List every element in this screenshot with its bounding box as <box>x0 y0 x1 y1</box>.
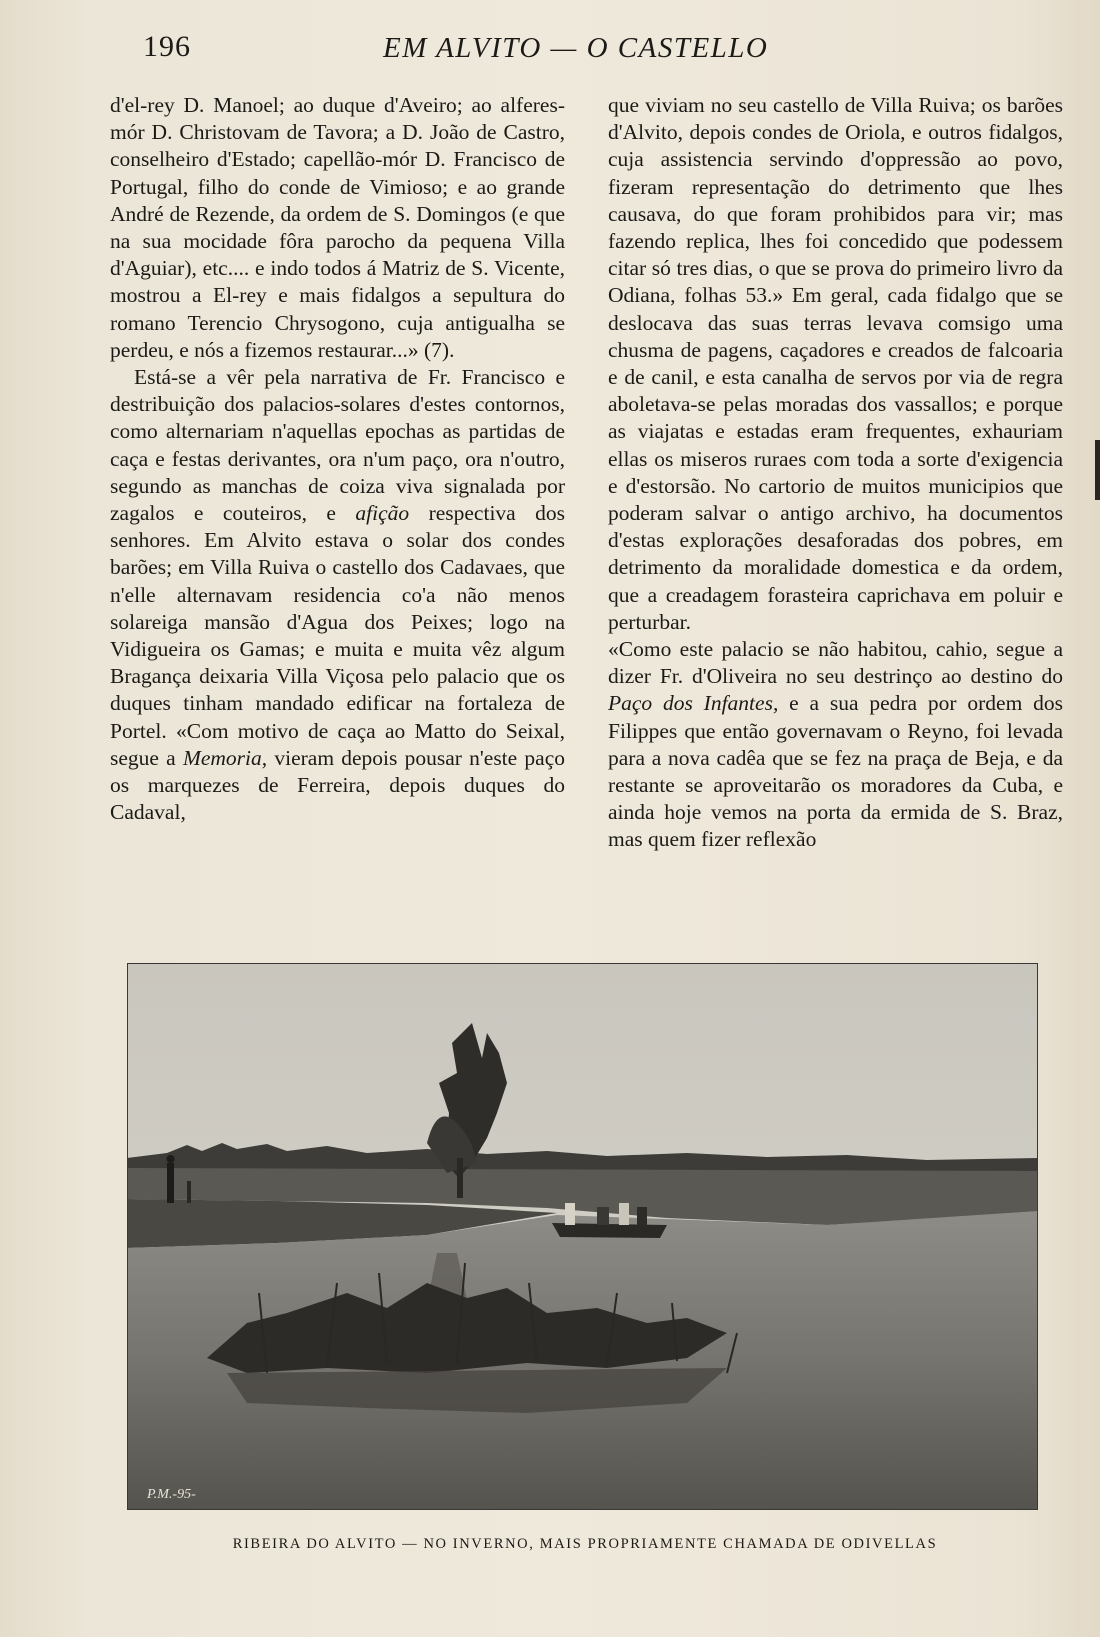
page-edge-mark <box>1095 440 1100 500</box>
left-paragraph-2 <box>110 364 565 826</box>
left-paragraph-2-text-a: Está-se a vêr pela narrativa de Fr. Francisco e destribuição dos palacios-solares d'estes contornos, como alternariam n'aquellas epochas as partidas de caça e festas derivantes, ora n'um paço, ora n'outro, segundo as manchas de coiza viva signalada por zagalos e couteiros, e <box>110 365 565 526</box>
left-paragraph-1: d'el-rey D. Manoel; ao duque d'Aveiro; ao alferes-mór D. Christovam de Tavora; a D. João de Castro, conselheiro d'Estado; capellão-mór D. Francisco de Portugal, filho do conde de Vimioso; e ao grande André de Rezende, da ordem de S. Domingos (e que na sua mocidade fôra parocho da pequena Villa d'Aguiar), etc.... e indo todos á Matriz de S. Vicente, mostrou a El-rey e mais fidalgos a sepultura do romano Terencio Chrysogono, cuja antigualha se perdeu, e nós a fizemos restaurar...» (7). <box>110 93 565 362</box>
left-paragraph-2-italic-2: Memoria, <box>182 745 268 770</box>
page-number: 196 <box>143 30 191 63</box>
right-paragraph-2-text-b: e a sua pedra por ordem dos Filippes que então governavam o Reyno, foi levada para a nova cadêa que se fez na praça de Beja, e da restante se aproveitarão os moradores da Cuba, e ainda hoje vemos na porta da ermida de S. Braz, mas quem fizer reflexão <box>608 691 1063 852</box>
left-column <box>110 92 565 826</box>
right-paragraph-2-italic: Paço dos Infantes, <box>608 691 779 716</box>
right-paragraph-2 <box>608 636 1063 854</box>
photo-caption: RIBEIRA DO ALVITO — NO INVERNO, MAIS PROPRIAMENTE CHAMADA DE ODIVELLAS <box>232 1536 938 1552</box>
right-column <box>608 92 1063 854</box>
river-photograph <box>127 963 1038 1510</box>
right-paragraph-1: que viviam no seu castello de Villa Ruiva; os barões d'Alvito, depois condes de Oriola, e outros fidalgos, cuja assistencia servindo d'oppressão ao povo, fizeram representação do detrimento que lhes causava, do que foram prohibidos para vir; mas fazendo replica, lhes foi concedido que podessem citar só tres dias, o que se prova do primeiro livro da Odiana, folhas 53.» Em geral, cada fidalgo que se deslocava das suas terras levava comsigo uma chusma de pagens, caçadores e creados de falcoaria e de canil, e esta canalha de servos por via de regra aboletava-se pelas moradas dos vassallos; e porque as viajatas e estadas eram frequentes, exhauriam ellas os miseros ruraes com toda a sorte d'exigencia e d'estorsão. No cartorio de muitos municipios que poderam salvar o antigo archivo, ha documentos d'estas explorações desaforadas dos pobres, em detrimento da moralidade domestica e da ordem, que a creadagem forasteira caprichava em poluir e perturbar. <box>608 93 1063 634</box>
left-paragraph-2-italic: afição <box>355 501 410 526</box>
left-paragraph-2-text-c: vieram depois pousar n'este paço os marquezes de Ferreira, depois duques do Cadaval, <box>110 745 566 825</box>
photographer-signature: P.M.-95- <box>147 1487 196 1502</box>
running-title: EM ALVITO — O CASTELLO <box>383 32 769 64</box>
left-paragraph-2-text-b: respectiva dos senhores. Em Alvito estava o solar dos condes barões; em Villa Ruiva o castello dos Cadavaes, que n'elle alternavam residencia co'a não menos solareiga mansão d'Agua dos Peixes; logo na Vidigueira os Gamas; e muita e muita vêz algum Bragança deixaria Villa Viçosa pelo palacio que os duques tinham mandado edificar na fortaleza de Portel. «Com motivo de caça ao Matto do Seixal, segue a <box>110 501 565 770</box>
right-paragraph-2-text-a: «Como este palacio se não habitou, cahio, segue a dizer Fr. d'Oliveira no seu destrinço ao destino do <box>608 637 1063 689</box>
